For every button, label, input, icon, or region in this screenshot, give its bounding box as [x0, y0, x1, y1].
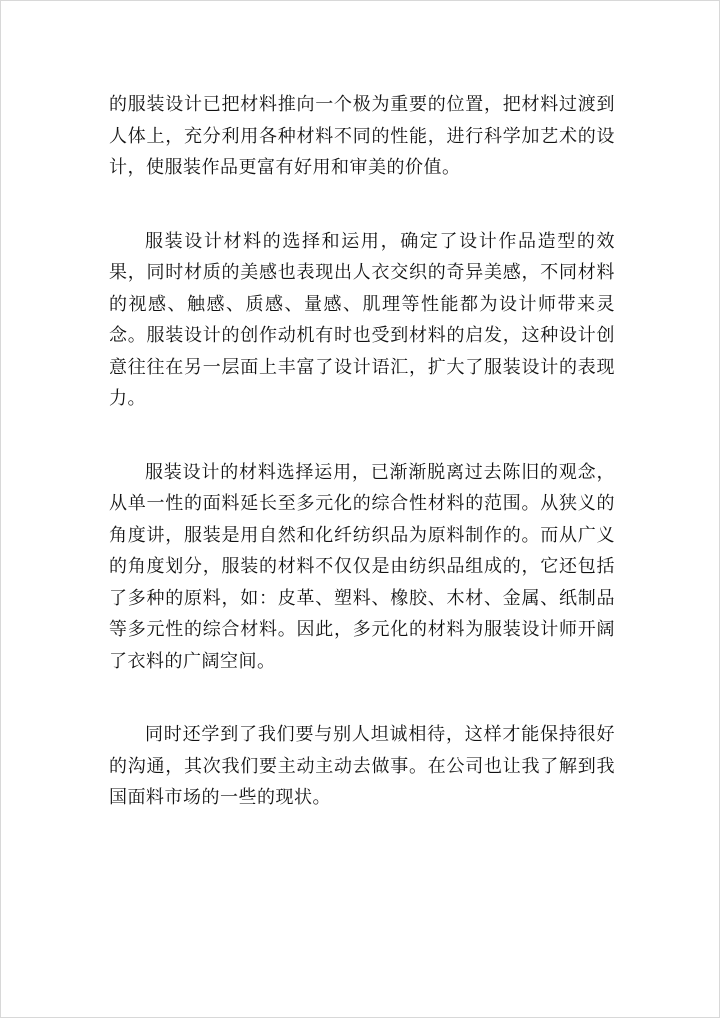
paragraph-1: 的服装设计已把材料推向一个极为重要的位置，把材料过渡到人体上，充分利用各种材料不同的性能，进行科学加艺术的设计，使服装作品更富有好用和审美的价值。: [109, 94, 615, 178]
paragraph-2: 服装设计材料的选择和运用，确定了设计作品造型的效果，同时材质的美感也表现出人衣交织的奇异美感，不同材料的视感、触感、质感、量感、肌理等性能都为设计师带来灵念。服装设计的创作动机有时也受到材料的启发，这种设计创意往往在另一层面上丰富了设计语汇，扩大了服装设计的表现力。: [109, 230, 615, 409]
paragraph-3: 服装设计的材料选择运用，已渐渐脱离过去陈旧的观念，从单一性的面料延长至多元化的综合性材料的范围。从狭义的角度讲，服装是用自然和化纤纺织品为原料制作的。而从广义的角度划分，服装的材料不仅仅是由纺织品组成的，它还包括了多种的原料，如：皮革、塑料、橡胶、木材、金属、纸制品等多元性的综合材料。因此，多元化的材料为服装设计师开阔了衣料的广阔空间。: [109, 461, 615, 672]
paragraph-4: 同时还学到了我们要与别人坦诚相待，这样才能保持很好的沟通，其次我们要主动主动去做事。在公司也让我了解到我国面料市场的一些的现状。: [109, 724, 615, 808]
document-body: [109, 89, 615, 814]
